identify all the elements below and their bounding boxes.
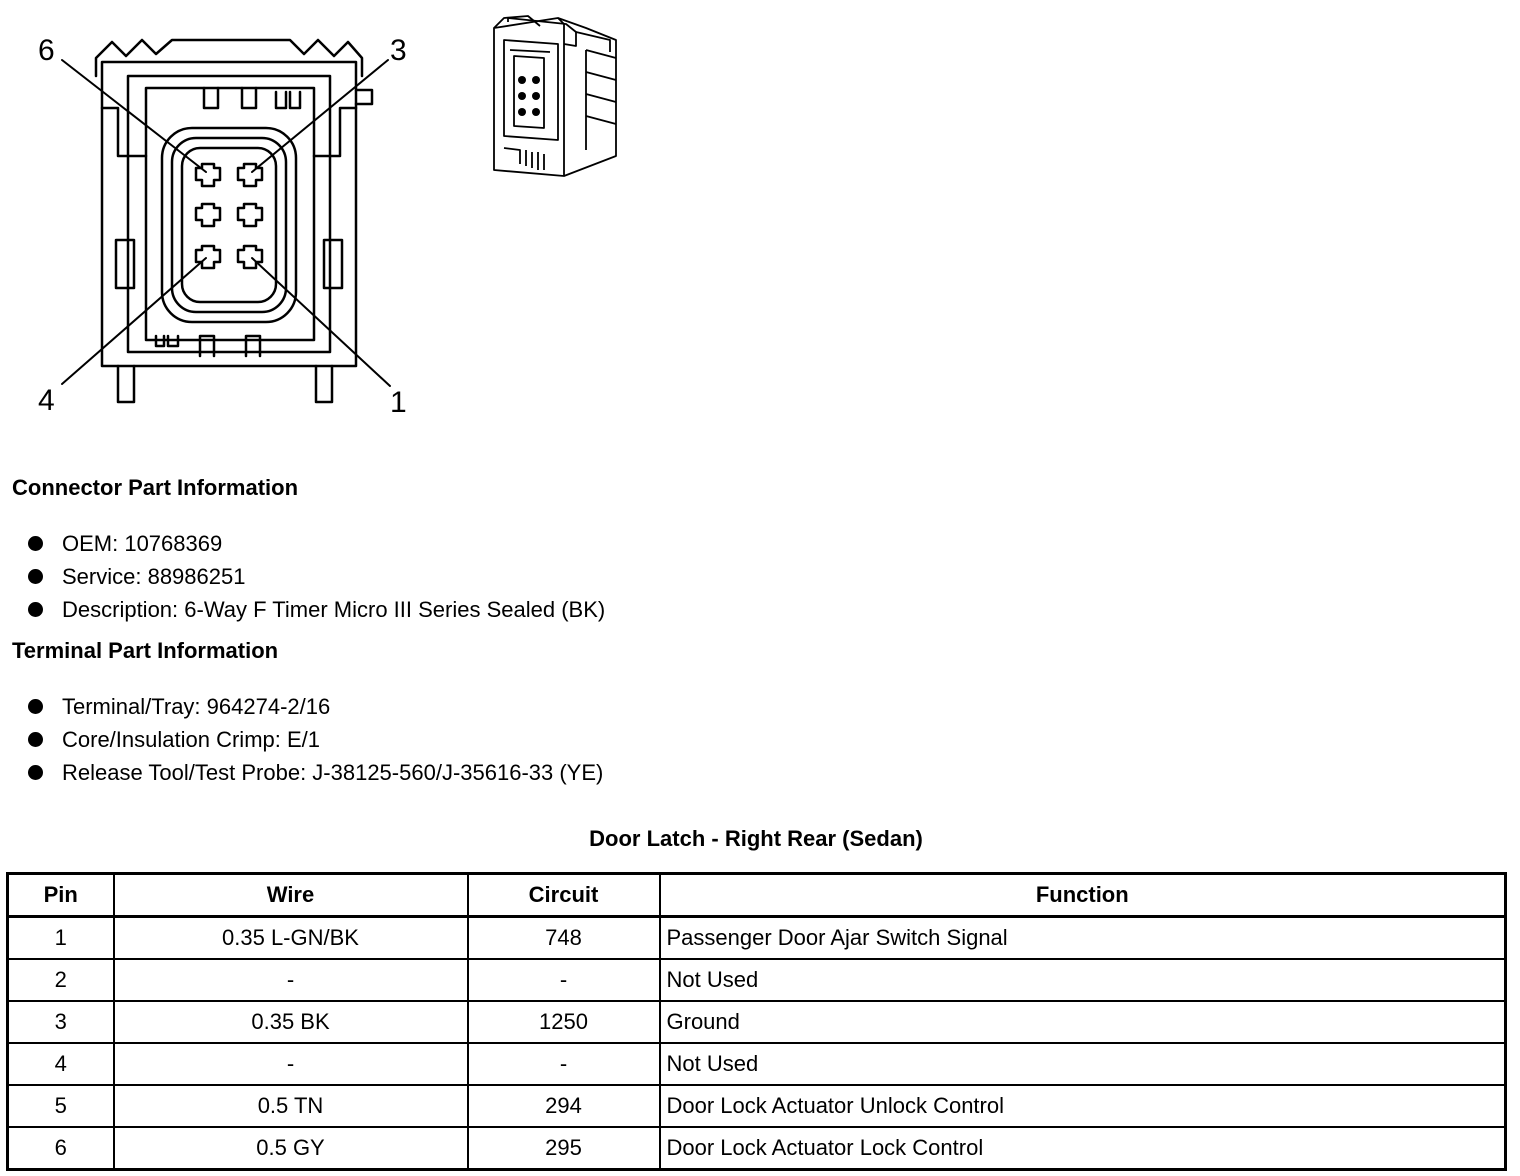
cell-circuit: 295 (468, 1127, 660, 1170)
list-item-text: Description: 6-Way F Timer Micro III Series Sealed (BK) (62, 597, 606, 622)
terminal-info-heading: Terminal Part Information (12, 638, 279, 663)
cell-function: Not Used (660, 959, 1506, 1001)
cell-pin: 4 (8, 1043, 114, 1085)
list-item (28, 756, 603, 789)
column-header-pin: Pin (8, 874, 114, 917)
bullet-icon (28, 569, 43, 584)
list-item-text: Release Tool/Test Probe: J-38125-560/J-35616-33 (YE) (62, 760, 604, 785)
cell-function: Door Lock Actuator Lock Control (660, 1127, 1506, 1170)
table-row (8, 917, 1506, 960)
table-title: Door Latch - Right Rear (Sedan) (589, 826, 923, 851)
connector-info-heading: Connector Part Information (12, 475, 299, 500)
bullet-icon (28, 699, 43, 714)
cell-pin: 2 (8, 959, 114, 1001)
connector-3d-icon (480, 0, 630, 190)
cell-pin: 1 (8, 917, 114, 960)
list-item-text: Terminal/Tray: 964274-2/16 (62, 694, 331, 719)
table-row (8, 1127, 1506, 1170)
column-header-circuit: Circuit (468, 874, 660, 917)
list-item-text: OEM: 10768369 (62, 531, 223, 556)
bullet-icon (28, 732, 43, 747)
bullet-icon (28, 536, 43, 551)
cell-wire: - (114, 959, 468, 1001)
list-item (28, 690, 603, 723)
cell-function: Ground (660, 1001, 1506, 1043)
list-item-text: Service: 88986251 (62, 564, 246, 589)
table-row (8, 959, 1506, 1001)
pin-callout-6: 6 (38, 34, 55, 67)
cell-circuit: - (468, 1043, 660, 1085)
connector-info-list (28, 527, 605, 626)
cell-wire: - (114, 1043, 468, 1085)
cell-pin: 6 (8, 1127, 114, 1170)
bullet-icon (28, 765, 43, 780)
cell-wire: 0.5 GY (114, 1127, 468, 1170)
pin-callout-1: 1 (390, 386, 407, 419)
table-header-row (8, 874, 1506, 917)
bullet-icon (28, 602, 43, 617)
column-header-wire: Wire (114, 874, 468, 917)
cell-circuit: - (468, 959, 660, 1001)
list-item (28, 527, 605, 560)
cell-function: Passenger Door Ajar Switch Signal (660, 917, 1506, 960)
cell-circuit: 1250 (468, 1001, 660, 1043)
cell-pin: 3 (8, 1001, 114, 1043)
terminal-info-list (28, 690, 603, 789)
list-item (28, 593, 605, 626)
pin-callout-3: 3 (390, 34, 407, 67)
cell-function: Door Lock Actuator Unlock Control (660, 1085, 1506, 1127)
table-row (8, 1085, 1506, 1127)
cell-function: Not Used (660, 1043, 1506, 1085)
pinout-table (6, 872, 1507, 1171)
cell-circuit: 294 (468, 1085, 660, 1127)
list-item (28, 560, 605, 593)
column-header-function: Function (660, 874, 1506, 917)
cell-pin: 5 (8, 1085, 114, 1127)
cell-wire: 0.5 TN (114, 1085, 468, 1127)
table-row (8, 1043, 1506, 1085)
table-row (8, 1001, 1506, 1043)
connector-face-diagram (0, 0, 440, 430)
cell-circuit: 748 (468, 917, 660, 960)
list-item-text: Core/Insulation Crimp: E/1 (62, 727, 320, 752)
cell-wire: 0.35 L-GN/BK (114, 917, 468, 960)
pin-callout-4: 4 (38, 384, 55, 417)
list-item (28, 723, 603, 756)
cell-wire: 0.35 BK (114, 1001, 468, 1043)
